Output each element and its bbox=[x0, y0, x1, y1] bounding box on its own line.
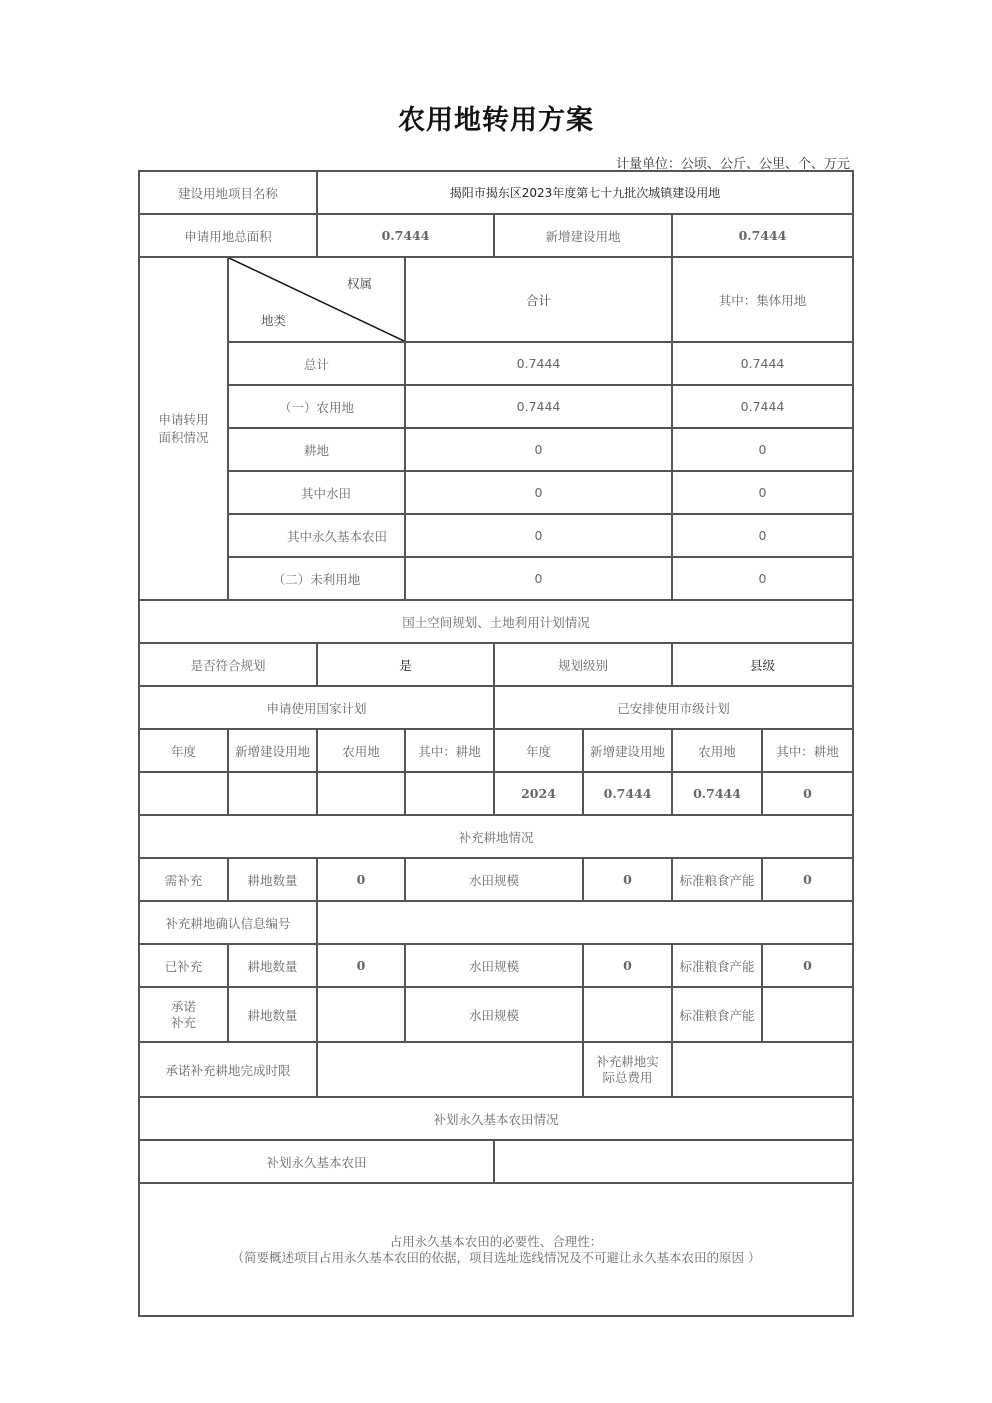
plan-value: 0.7444 bbox=[672, 772, 762, 815]
permanent-supplement-value bbox=[494, 1140, 853, 1183]
row-collective: 0 bbox=[672, 557, 853, 600]
row-collective: 0 bbox=[672, 428, 853, 471]
grain-capacity-label: 标准粮食产能 bbox=[672, 858, 762, 901]
confirm-number-label: 补充耕地确认信息编号 bbox=[139, 901, 317, 944]
plan-value bbox=[139, 772, 228, 815]
unit-note: 计量单位：公顷、公斤、公里、个、万元 bbox=[615, 157, 850, 172]
done-supplement-label: 已补充 bbox=[139, 944, 228, 987]
row-total: 0.7444 bbox=[405, 385, 672, 428]
plan-header: 新增建设用地 bbox=[228, 729, 317, 772]
actual-cost-value bbox=[672, 1042, 853, 1097]
total-area-value: 0.7444 bbox=[317, 214, 494, 257]
actual-cost-label bbox=[583, 1042, 672, 1097]
conversion-section-label bbox=[139, 257, 228, 600]
plan-header: 农用地 bbox=[672, 729, 762, 772]
plan-value bbox=[405, 772, 494, 815]
farmland-qty-label: 耕地数量 bbox=[228, 987, 317, 1042]
paddy-scale-label: 水田规模 bbox=[405, 944, 583, 987]
diag-top-label: 权属 bbox=[347, 276, 373, 291]
actual-cost-text: 补充耕地实际总费用 bbox=[596, 1053, 659, 1085]
project-name-value: 揭阳市揭东区2023年度第七十九批次城镇建设用地 bbox=[317, 171, 853, 214]
conform-plan-label: 是否符合规划 bbox=[139, 643, 317, 686]
conversion-plan-table bbox=[138, 170, 854, 1317]
row-collective: 0.7444 bbox=[672, 342, 853, 385]
planning-section-title: 国土空间规划、土地利用计划情况 bbox=[139, 600, 853, 643]
row-total: 0 bbox=[405, 514, 672, 557]
need-supplement-label: 需补充 bbox=[139, 858, 228, 901]
city-plan-label: 己安排使用市级计划 bbox=[494, 686, 853, 729]
need-qty-value: 0 bbox=[317, 858, 405, 901]
plan-header: 其中：耕地 bbox=[762, 729, 853, 772]
conform-plan-value: 是 bbox=[317, 643, 494, 686]
permanent-necessity-note bbox=[139, 1183, 853, 1316]
confirm-number-value bbox=[317, 901, 853, 944]
row-collective: 0.7444 bbox=[672, 385, 853, 428]
row-collective: 0 bbox=[672, 471, 853, 514]
plan-value bbox=[228, 772, 317, 815]
national-plan-label: 申请使用国家计划 bbox=[139, 686, 494, 729]
row-total: 0 bbox=[405, 471, 672, 514]
row-total: 0 bbox=[405, 428, 672, 471]
permanent-section-title: 补划永久基本农田情况 bbox=[139, 1097, 853, 1140]
total-area-label: 申请用地总面积 bbox=[139, 214, 317, 257]
deadline-value bbox=[317, 1042, 583, 1097]
done-grain-value: 0 bbox=[762, 944, 853, 987]
need-grain-value: 0 bbox=[762, 858, 853, 901]
grain-capacity-label: 标准粮食产能 bbox=[672, 987, 762, 1042]
row-label: （二）未利用地 bbox=[228, 557, 405, 600]
plan-value: 2024 bbox=[494, 772, 583, 815]
plan-value: 0.7444 bbox=[583, 772, 672, 815]
project-name-label: 建设用地项目名称 bbox=[139, 171, 317, 214]
done-qty-value: 0 bbox=[317, 944, 405, 987]
promise-qty-value bbox=[317, 987, 405, 1042]
row-collective: 0 bbox=[672, 514, 853, 557]
col-collective-header: 其中：集体用地 bbox=[672, 257, 853, 342]
need-paddy-value: 0 bbox=[583, 858, 672, 901]
supplement-section-title: 补充耕地情况 bbox=[139, 815, 853, 858]
plan-header: 新增建设用地 bbox=[583, 729, 672, 772]
row-label: （一）农用地 bbox=[228, 385, 405, 428]
page-title: 农用地转用方案 bbox=[398, 105, 594, 136]
new-construction-label: 新增建设用地 bbox=[494, 214, 672, 257]
deadline-label: 承诺补充耕地完成时限 bbox=[139, 1042, 317, 1097]
row-label: 总计 bbox=[228, 342, 405, 385]
promise-supplement-label bbox=[139, 987, 228, 1042]
paddy-scale-label: 水田规模 bbox=[405, 987, 583, 1042]
row-label: 耕地 bbox=[228, 428, 405, 471]
row-total: 0 bbox=[405, 557, 672, 600]
promise-supplement-text: 承诺补充 bbox=[170, 998, 196, 1030]
plan-header: 农用地 bbox=[317, 729, 405, 772]
diagonal-header-cell bbox=[228, 257, 405, 342]
row-label: 其中永久基本农田 bbox=[228, 514, 405, 557]
conversion-section-text: 申请转用面积情况 bbox=[158, 411, 209, 445]
plan-header: 年度 bbox=[494, 729, 583, 772]
farmland-qty-label: 耕地数量 bbox=[228, 858, 317, 901]
note-line-1: 占用永久基本农田的必要性、合理性： bbox=[389, 1233, 603, 1249]
farmland-qty-label: 耕地数量 bbox=[228, 944, 317, 987]
plan-header: 其中：耕地 bbox=[405, 729, 494, 772]
new-construction-value: 0.7444 bbox=[672, 214, 853, 257]
note-line-2: （简要概述项目占用永久基本农田的依据，项目选址选线情况及不可避让永久基本农田的原因 ） bbox=[231, 1249, 761, 1265]
plan-level-label: 规划级别 bbox=[494, 643, 672, 686]
plan-value bbox=[317, 772, 405, 815]
promise-paddy-value bbox=[583, 987, 672, 1042]
permanent-supplement-label: 补划永久基本农田 bbox=[139, 1140, 494, 1183]
row-total: 0.7444 bbox=[405, 342, 672, 385]
paddy-scale-label: 水田规模 bbox=[405, 858, 583, 901]
plan-header: 年度 bbox=[139, 729, 228, 772]
promise-grain-value bbox=[762, 987, 853, 1042]
diagonal-line bbox=[229, 258, 404, 341]
done-paddy-value: 0 bbox=[583, 944, 672, 987]
grain-capacity-label: 标准粮食产能 bbox=[672, 944, 762, 987]
plan-value: 0 bbox=[762, 772, 853, 815]
col-total-header: 合计 bbox=[405, 257, 672, 342]
diag-bottom-label: 地类 bbox=[261, 313, 287, 328]
row-label: 其中水田 bbox=[228, 471, 405, 514]
plan-level-value: 县级 bbox=[672, 643, 853, 686]
